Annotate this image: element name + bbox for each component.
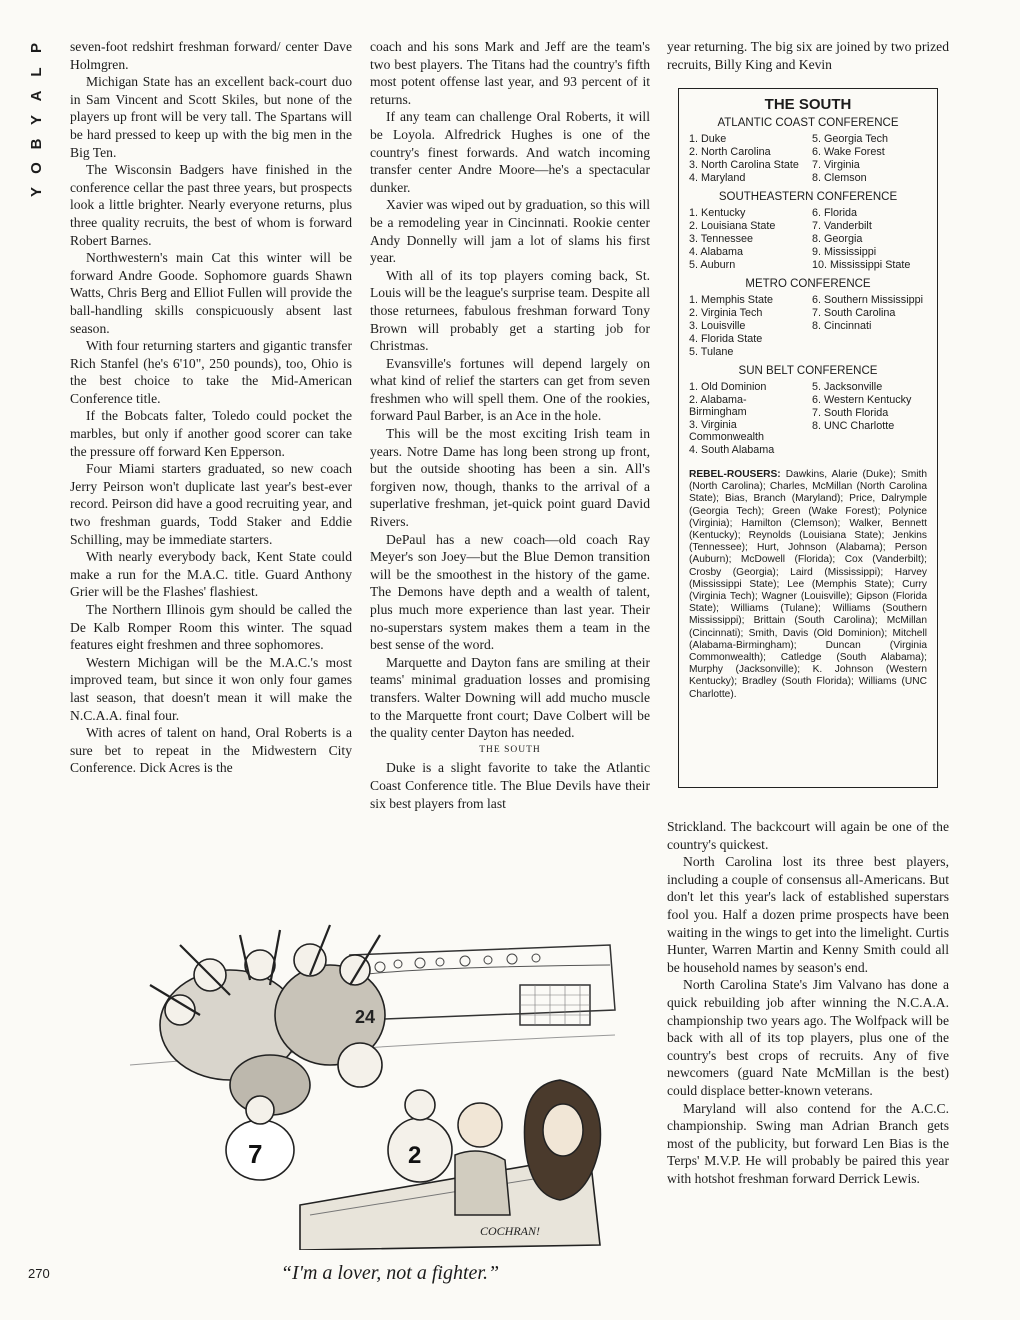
conference-standings <box>689 294 927 359</box>
paragraph: DePaul has a new coach—old coach Ray Meyer's son Joey—but the Blue Demon transition will be the smoothest in the history of the game. The Demons have depth and a wealth of talent, plus much more experience than last year. Their no-superstars system makes them a team in the best sense of the word. <box>370 531 650 653</box>
conference-heading: SOUTHEASTERN CONFERENCE <box>718 191 898 203</box>
paragraph: Four Miami starters graduated, so new coach Jerry Peirson won't duplicate last year's best-ever record. Peirson did have a good recruiting year, and two freshman guards, Todd Staker and Eddie Schilling, may be immediate starters. <box>70 461 352 547</box>
paragraph: The Wisconsin Badgers have finished in the conference cellar the past three years, but prospects look a little brighter. Nearly everyone returns, plus three quality recruits, the best of whom is forward Robert Barnes. <box>70 162 352 248</box>
paragraph: With acres of talent on hand, Oral Roberts is a sure bet to repeat in the Midwestern City Conference. Dick Acres is the <box>70 725 352 776</box>
hockey-brawl-cartoon <box>120 915 620 1250</box>
paragraph: With four returning starters and gigantic transfer Rich Stanfel (he's 6'10", 250 pounds), too, Ohio is the best choice to take the Mid-American Conference title. <box>70 338 352 406</box>
team-rank: 1. Memphis State <box>689 294 774 306</box>
team-rank: 8. Cincinnati <box>812 320 872 332</box>
paragraph: This will be the most exciting Irish team in years. Notre Dame has long been strong up front, but the outside shooting has been a sin. All's forgiven now, though, thanks to the arrival of a superlative freshman, jet-quick point guard David Rivers. <box>370 426 650 530</box>
paragraph: Duke is a slight favorite to take the Atlantic Coast Conference title. The Blue Devils have their six best players from last <box>370 760 650 811</box>
paragraph: If the Bobcats falter, Toledo could pocket the marbles, but only if another good scorer can take the pressure off forward Ken Epperson. <box>70 408 352 459</box>
rebel-rousers-label: REBEL-ROUSERS: <box>689 469 781 480</box>
paragraph: Western Michigan will be the M.A.C.'s most improved team, but since it won only four games last season, that doesn't mean it will make the N.C.A.A. final four. <box>70 654 352 723</box>
team-rank: 2. Alabama-Birmingham <box>689 394 747 418</box>
paragraph: coach and his sons Mark and Jeff are the team's two best players. The Titans had the country's fifth most potent offense last year, and 93 percent of it returns. <box>370 39 650 107</box>
paragraph: With nearly everybody back, Kent State could make a run for the M.A.C. title. Guard Anthony Grier will be the Flashes' flashiest. <box>70 549 352 600</box>
team-rank: 1. Duke <box>689 133 727 145</box>
masthead-letter: A <box>28 90 45 102</box>
team-rank: 5. Jacksonville <box>812 381 883 393</box>
article-column-2 <box>370 38 650 812</box>
conference-standings <box>689 207 927 272</box>
team-rank: 3. Tennessee <box>689 233 754 245</box>
team-rank: 6. Wake Forest <box>812 146 885 158</box>
paragraph: Michigan State has an excellent back-court duo in Sam Vincent and Scott Skiles, but none of the players up front will be very tall. The Spartans will be hard pressed to keep up with the big men in the Big Ten. <box>70 74 352 160</box>
team-rank: 5. Tulane <box>689 346 734 358</box>
jersey-number: 2 <box>408 1142 422 1169</box>
masthead-letter: P <box>28 43 45 54</box>
team-rank: 4. Florida State <box>689 333 763 345</box>
team-rank: 9. Mississippi <box>812 246 877 258</box>
team-rank: 8. UNC Charlotte <box>812 420 895 432</box>
masthead-letter: L <box>28 67 45 77</box>
masthead <box>22 36 52 204</box>
team-rank: 7. Vanderbilt <box>812 220 872 232</box>
jersey-number: 7 <box>248 1139 263 1169</box>
team-rank: 5. Georgia Tech <box>812 133 889 145</box>
paragraph: The Northern Illinois gym should be called the De Kalb Romper Room this winter. The squad features eight freshmen and three sophomores. <box>70 602 352 653</box>
masthead-letter: Y <box>28 115 45 126</box>
team-rank: 6. Southern Mississippi <box>812 294 924 306</box>
team-rank: 2. North Carolina <box>689 146 771 158</box>
team-rank: 2. Louisiana State <box>689 220 776 232</box>
team-rank: 4. South Alabama <box>689 444 775 456</box>
paragraph: If any team can challenge Oral Roberts, it will be Loyola. Alfredrick Hughes is one of the country's finest forwards. And watch incoming transfer center Andre Moore—he's a spectacular dunker. <box>370 109 650 195</box>
team-rank: 6. Western Kentucky <box>812 394 912 406</box>
paragraph: Northwestern's main Cat this winter will be forward Andre Goode. Sophomore guards Shawn Watts, Chris Berg and Elliot Fullen will provide the ball-handling skills conspicuously absent last season. <box>70 250 352 336</box>
conference-predictions-box <box>678 88 938 788</box>
team-rank: 8. Clemson <box>812 172 867 184</box>
team-rank: 10. Mississippi State <box>812 259 911 271</box>
page-number: 270 <box>28 1266 50 1281</box>
conference-heading: ATLANTIC COAST CONFERENCE <box>717 117 899 129</box>
team-rank: 3. North Carolina State <box>689 159 799 171</box>
team-rank: 6. Florida <box>812 207 858 219</box>
conference-heading: METRO CONFERENCE <box>745 278 871 290</box>
rebel-rousers-text: Dawkins, Alarie (Duke); Smith (North Carolina); Charles, McMillan (North Carolina State); Bias, Branch (Maryland); Price, Dalrymple (Georgia Tech); Green (Wake Forest); Polynice (Virginia); Hamilton (Clemson); Walker, Bennett (Kentucky); Reynolds (Louisiana State); Jenkins (Tennessee); Hurt, Johnson (Alabama); Person (Auburn); McDowell (Florida); Cox (Vanderbilt); Crosby (Georgia); Laird (Mississippi); Harvey (Mississippi State); Lee (Memphis State); Curry (Virginia Tech); Wagner (Louisville); Gipson (Florida State); Williams (Tulane); Williams (Southern Mississippi); Brittain (South Carolina); McMillan (Cincinnati); Smith, Davis (Old Dominion); Mitchell (Alabama-Birmingham); Duncan (Virginia Commonwealth); Catledge (South Alabama); Murphy (Jacksonville); K. Johnson (Western Kentucky); Bradley (South Florida); Williams (UNC Charlotte). <box>689 469 927 700</box>
team-rank: 1. Kentucky <box>689 207 746 219</box>
team-rank: 3. Virginia Commonwealth <box>689 419 765 443</box>
article-column-3-bottom <box>667 818 949 1187</box>
cartoonist-signature: COCHRAN! <box>480 1224 540 1238</box>
team-rank: 3. Louisville <box>689 320 746 332</box>
box-title: THE SOUTH <box>764 96 852 113</box>
team-rank: 1. Old Dominion <box>689 381 767 393</box>
paragraph: Maryland will also contend for the A.C.C. championship. Swing man Adrian Branch gets most of the publicity, but forward Len Bias is the Terps' M.V.P. He will probably be paired this year with hotshot freshman forward Derrick Lewis. <box>667 1100 949 1186</box>
masthead-letter: Y <box>28 187 45 198</box>
conference-heading: SUN BELT CONFERENCE <box>738 365 878 377</box>
paragraph: North Carolina State's Jim Valvano has done a quick rebuilding job after winning the N.C.A.A. championship two years ago. The Wolfpack will be back with all of its top players, plus one of the country's best crops of recruits. Any of five newcomers (guard Nate McMillan is the best) could displace better-known veterans. <box>667 977 949 1098</box>
article-column-1 <box>70 38 352 777</box>
paragraph: With all of its top players coming back, St. Louis will be the league's surprise team. Despite all those returnees, fabulous freshman forward Tony Brown will probably get a starting job for Christmas. <box>370 267 650 354</box>
team-rank: 7. South Carolina <box>812 307 896 319</box>
jersey-number: 24 <box>355 1007 376 1027</box>
masthead-letter: O <box>28 162 45 174</box>
paragraph: Xavier was wiped out by graduation, so this will be a remodeling year in Cincinnati. Rookie center Andy Donnelly will jam a lot of slams his first year. <box>370 197 650 266</box>
paragraph: Marquette and Dayton fans are smiling at their teams' minimal graduation losses and promising transfers. Walter Downing will add mucho muscle to the Marquette front court; Dave Colbert will be the quality center Dayton has needed. <box>370 654 650 741</box>
team-rank: 4. Alabama <box>689 246 744 258</box>
rebel-rousers-list <box>689 469 927 701</box>
team-rank: 2. Virginia Tech <box>689 307 763 319</box>
cartoon-caption: “I'm a lover, not a fighter.” <box>280 1262 500 1284</box>
team-rank: 4. Maryland <box>689 172 746 184</box>
conference-standings <box>689 133 927 185</box>
paragraph: year returning. The big six are joined by two prized recruits, Billy King and Kevin <box>667 39 949 72</box>
team-rank: 7. Virginia <box>812 159 860 171</box>
section-heading: THE SOUTH <box>479 744 541 755</box>
paragraph: Evansville's fortunes will depend largely on what kind of relief the starters can get from seven freshmen who will spell them. One of the rookies, forward Paul Barber, is an Ace in the hole. <box>370 355 650 424</box>
team-rank: 8. Georgia <box>812 233 863 245</box>
paragraph: seven-foot redshirt freshman forward/ center Dave Holmgren. <box>70 39 352 72</box>
article-column-3-top <box>667 38 949 73</box>
conference-standings <box>689 381 927 457</box>
team-rank: 5. Auburn <box>689 259 736 271</box>
paragraph: North Carolina lost its three best players, including a couple of consensus all-Americans. But don't let this year's lack of established superstars fool you. Half a dozen prime prospects have been waiting in the wings to get into the limelight. Curtis Hunter, Warren Martin and Kenny Smith could all be household names by season's end. <box>667 854 949 975</box>
paragraph: Strickland. The backcourt will again be one of the country's quickest. <box>667 819 949 852</box>
masthead-letter: B <box>28 138 45 150</box>
team-rank: 7. South Florida <box>812 407 889 419</box>
